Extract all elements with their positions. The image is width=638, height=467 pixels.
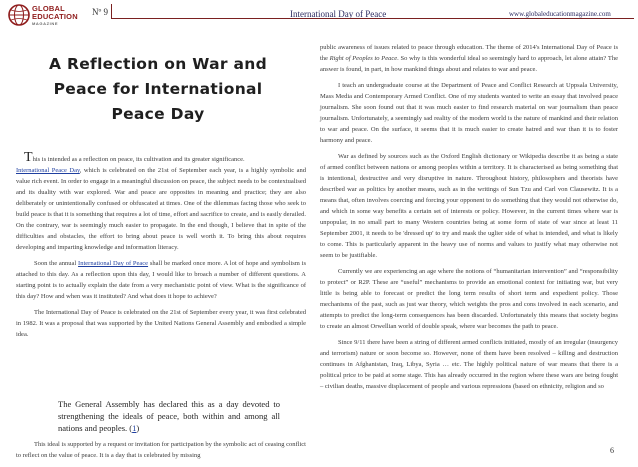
right-paragraph-1-a: public awareness of issues related to peace through education. The theme of 2014's International Day of Peace is the — [320, 44, 618, 62]
logo-line-1: GLOBAL — [32, 4, 65, 13]
header-divider-vertical — [111, 4, 112, 19]
footnote-link[interactable]: 1 — [132, 423, 137, 433]
header-rule — [112, 18, 634, 19]
left-column-bottom — [16, 439, 306, 461]
logo-line-2: EDUCATION — [32, 12, 78, 21]
right-paragraph-1 — [320, 42, 618, 75]
globe-logo-icon — [8, 4, 30, 26]
drop-cap: T — [24, 150, 33, 165]
right-paragraph-1-b: . So why is this wonderful ideal so seemingly hard to approach, let alone attain? The answer is found, in part, in how mankind things about and relates to war and peace. — [320, 55, 618, 73]
right-paragraph-4: Currently we are experiencing an age where the notions of “humanitarian intervention” and “responsibility to protect” or R2P. These are “useful” mechanisms to provide an emotional context for initiating war, but very little is being able to forecast or predict the long term results of short term and expedient policy. Those mechanisms of the past, such as just war theory, which weights the pros and cons involved in each scenario, and attempts to predict the long-term consequences has been discarded. Unfortunately this means that society begins to create an almost Orwellian world of double speak, where war becomes the path to peace. — [320, 268, 618, 330]
article-title: A Reflection on War and Peace for International Peace Day — [48, 55, 267, 123]
right-paragraph-5: Since 9/11 there have been a string of different armed conflicts initiated, mostly of an irregular (insurgency and terrorism) nature or soon become so. However, none of them have been resolved – killing and destruction continues in Afghanistan, Iraq, Libya, Syria … etc. The highly political nature of war means that there is a political price to be paid at some stage. This has already occurred in the region where these wars are being fought – civilian deaths, massive displacement of people and various repressions (based on ethnicity, religion and so — [320, 339, 618, 390]
page-header — [0, 0, 638, 32]
quote-end: ) — [136, 423, 140, 433]
header-section-title: International Day of Peace — [290, 9, 387, 19]
paragraph-1 — [16, 165, 306, 253]
left-column — [16, 152, 306, 340]
paragraph-1-text: , which is celebrated on the 21st of September each year, is a highly symbolic and value rich event. In order to engage in a meaningful discussion on peace, the subject needs to be contextualised and its duality with war explored. War and peace are opposites in meaning and practice; they are also deliberately or unintentionally confused or obfuscated at times. One of the dilemmas facing those who seek to build peace is that it is something that requires a lot of time, effort and sacrifice to create, and is easily derailed. On the contrary, war is seemingly much easier to propagate. In the end though, I believe that in spite of the difficulties and obstacles, the effort to bring about peace is well worth it. To bring this about requires developing and imparting knowledge and information literacy. — [16, 167, 306, 251]
logo[interactable] — [8, 4, 80, 30]
header-url-link[interactable]: www.globaleducationmagazine.com — [509, 10, 611, 18]
paragraph-2 — [16, 258, 306, 302]
page-number: 6 — [610, 446, 614, 455]
right-column — [320, 42, 618, 392]
intro-paragraph — [16, 152, 306, 165]
right-paragraph-2: I teach an undergraduate course at the Department of Peace and Conflict Research at Uppsala University, Mass Media and Contemporary Armed Conflict. One of my students wanted to write an essay that involved peace journalism. She soon found out that it was much easier to find research material on war journalism than peace journalism. Unfortunately, a seemingly sad reality of the modern world is the nature of mankind and their relation to war and peace. On the surface, it seems that it is much easier to create hatred and war than it is to foster harmony and peace. — [320, 82, 618, 144]
intro-text: his is intended as a reflection on peace, its cultivation and its greater significance. — [32, 156, 245, 163]
paragraph-2-start: Soon the annual — [34, 260, 79, 267]
logo-line-3: MAGAZINE — [32, 21, 59, 26]
paragraph-2-text: shall be marked once more. A lot of hope and symbolism is attached to this day. As a reflection upon this day, I would like to broach a number of different questions. A starting point is to actually explain the date from a very mechanistic point of view. What is the significance of this day? How and when was it instituted? And what does it hope to achieve? — [16, 260, 306, 300]
paragraph-4: This ideal is supported by a request or invitation for participation by the symbolic act of ceasing conflict to reflect on the value of peace. It is a day that is celebrated by missing — [16, 441, 306, 459]
right-paragraph-3: War as defined by sources such as the Oxford English dictionary or Wikipedia describe it as being a state of armed conflict between nations or among peoples within a territory. It is characterised as being something that is intentional, destructive and very disruptive in nature. Throughout history, philosophers and theorists have described war as politics by another means, such as in the writings of Sun Tzu and Carl von Clausewitz. It is a means that, often involves coercing and forcing your opponent to do something that they would not otherwise do, and which in some way benefits a certain set of interests or policy. However, in the current times where war is unpopular, in no small part to many Western countries being at some form of state of war since at least 11 September 2001, it needs to be 'dressed up' to try and mask the uglier side of what is intended, and what is likely to come. This is particularly apparent in the heavy use of norms and values to justify what may otherwise not seem to be justifiable. — [320, 153, 618, 259]
issue-number: Nº 9 — [92, 7, 109, 17]
block-quote — [58, 398, 280, 434]
theme-emphasis: Right of Peoples to Peace — [329, 55, 398, 62]
peace-day-link-1[interactable]: International Peace Day — [16, 167, 80, 174]
paragraph-3: The International Day of Peace is celebrated on the 21st of September every year, it was first celebrated in 1982. It was a proposal that was supported by the United Nations General Assembly and embodied a simple idea. — [16, 309, 306, 338]
peace-day-link-2[interactable]: International Day of Peace — [78, 260, 149, 267]
logo-text — [32, 5, 78, 27]
quote-text: The General Assembly has declared this as a day devoted to strengthening the ideals of peace, both within and among all nations and peoples. ( — [58, 399, 280, 433]
